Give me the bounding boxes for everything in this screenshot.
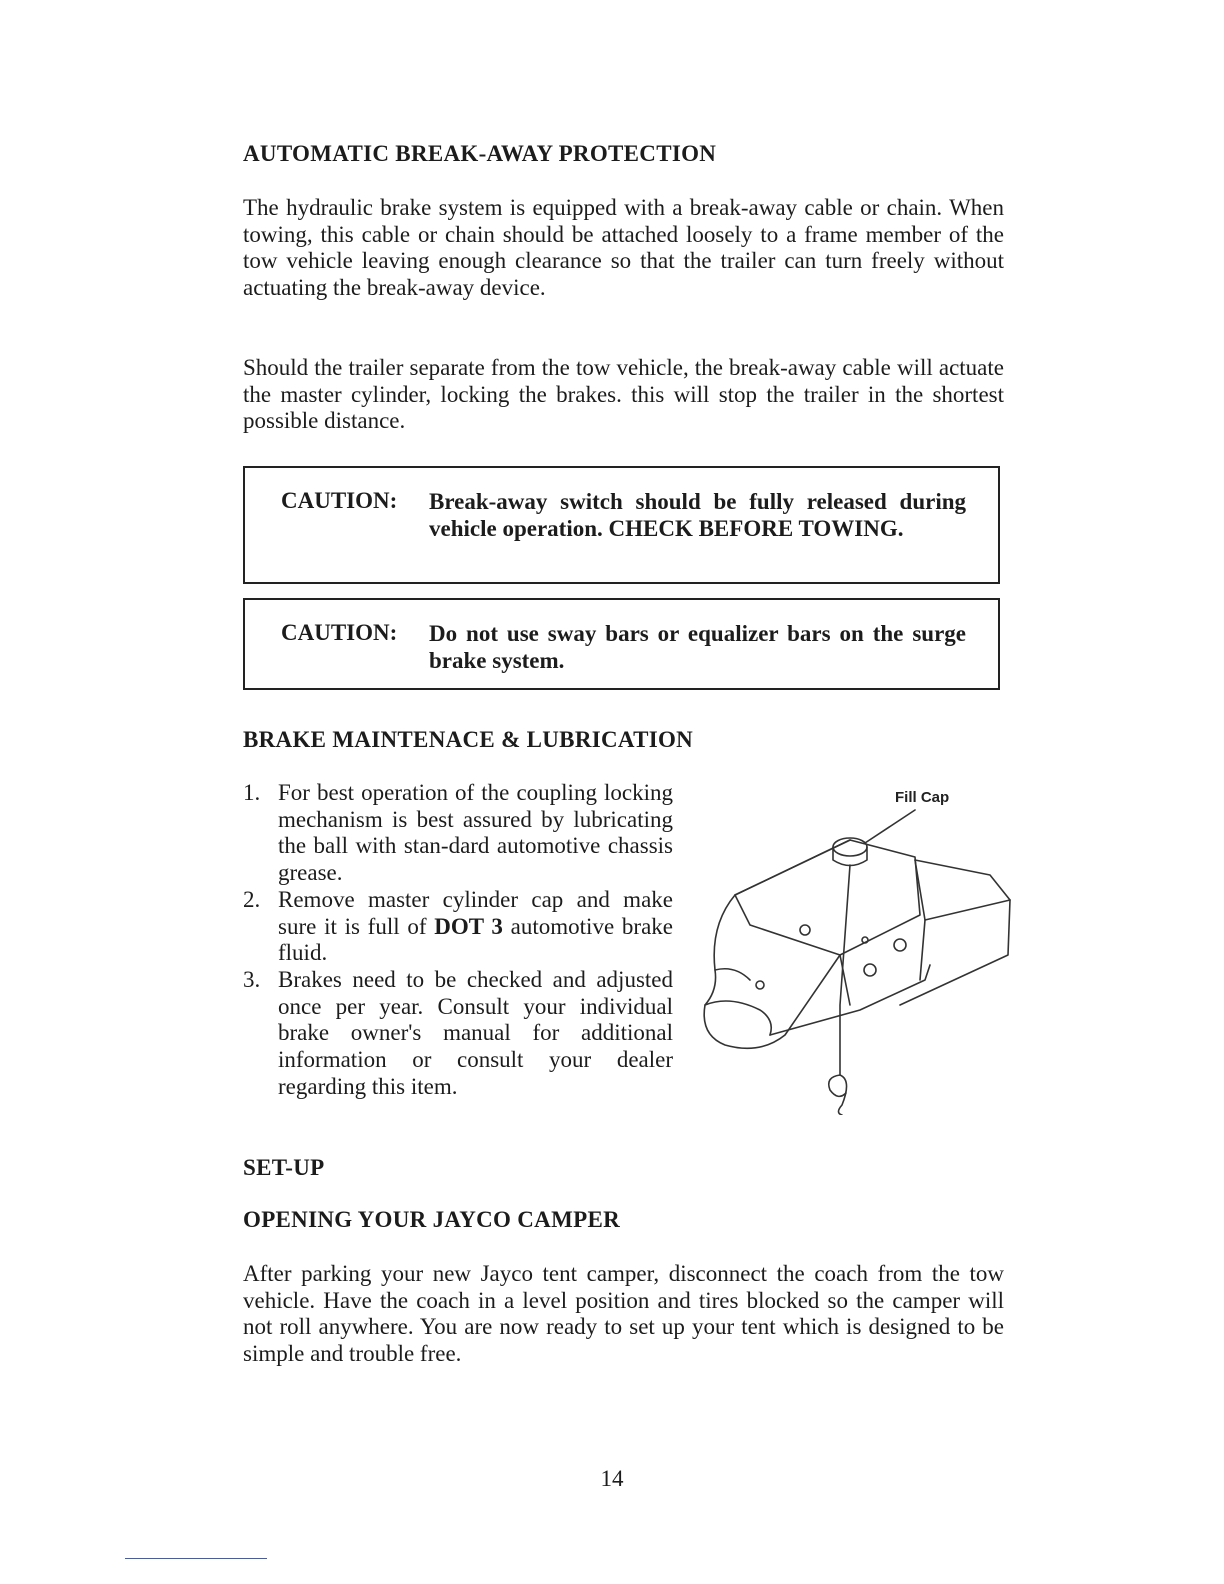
breakaway-paragraph-2: Should the trailer separate from the tow vehicle, the break-away cable will actuate the master cylinder, locking the brakes. this will stop the trailer in the shortest possible distance. bbox=[243, 355, 1004, 433]
setup-heading: SET-UP bbox=[243, 1155, 325, 1180]
fill-cap-label: Fill Cap bbox=[895, 789, 950, 806]
list-item-text: Brakes need to be checked and adjusted once per year. Consult your individual brake owner's manual for additional information or consult your dealer regarding this item. bbox=[278, 966, 673, 1099]
caution-box-1 bbox=[243, 466, 1000, 584]
caution-label: CAUTION: bbox=[281, 620, 398, 645]
opening-camper-heading: OPENING YOUR JAYCO CAMPER bbox=[243, 1207, 620, 1232]
list-item-text-end: automotive brake fluid. bbox=[278, 913, 673, 966]
setup-paragraph: After parking your new Jayco tent camper, disconnect the coach from the tow vehicle. Have the coach in a level position and tires blocked so the camper will not roll anywhere. You are now ready to set up your tent which is designed to be simple and trouble free. bbox=[243, 1261, 1004, 1366]
list-item-number: 1. bbox=[243, 780, 261, 805]
breakaway-paragraph-1: The hydraulic brake system is equipped with a break-away cable or chain. When towing, this cable or chain should be attached loosely to a frame member of the tow vehicle leaving enough clearance so that the trailer can turn freely without actuating the break-away device. bbox=[243, 195, 1004, 300]
list-item bbox=[243, 780, 673, 887]
caution-text: Do not use sway bars or equalizer bars on the surge brake system. bbox=[429, 621, 966, 673]
list-item bbox=[243, 887, 673, 967]
breakaway-heading: AUTOMATIC BREAK-AWAY PROTECTION bbox=[243, 141, 717, 166]
list-item-text: Remove master cylinder cap and make sure it is full of bbox=[278, 886, 673, 939]
caution-text: Break-away switch should be fully released during vehicle operation. CHECK BEFORE TOWING. bbox=[429, 489, 966, 541]
maintenance-heading: BRAKE MAINTENACE & LUBRICATION bbox=[243, 727, 694, 752]
list-item-number: 2. bbox=[243, 886, 261, 912]
list-item-text: For best operation of the coupling locking mechanism is best assured by lubricating the ball with stan-dard automotive chassis grease. bbox=[278, 780, 673, 886]
maintenance-list bbox=[243, 780, 673, 1100]
caution-label: CAUTION: bbox=[281, 488, 398, 513]
page-number: 14 bbox=[600, 1466, 624, 1491]
list-item bbox=[243, 967, 673, 1101]
caution-box-2 bbox=[243, 598, 1000, 690]
list-item-number: 3. bbox=[243, 966, 261, 992]
coupler-illustration bbox=[690, 805, 1020, 1115]
footnote-rule bbox=[125, 1558, 267, 1559]
list-item-bold-text: DOT 3 bbox=[434, 913, 503, 939]
